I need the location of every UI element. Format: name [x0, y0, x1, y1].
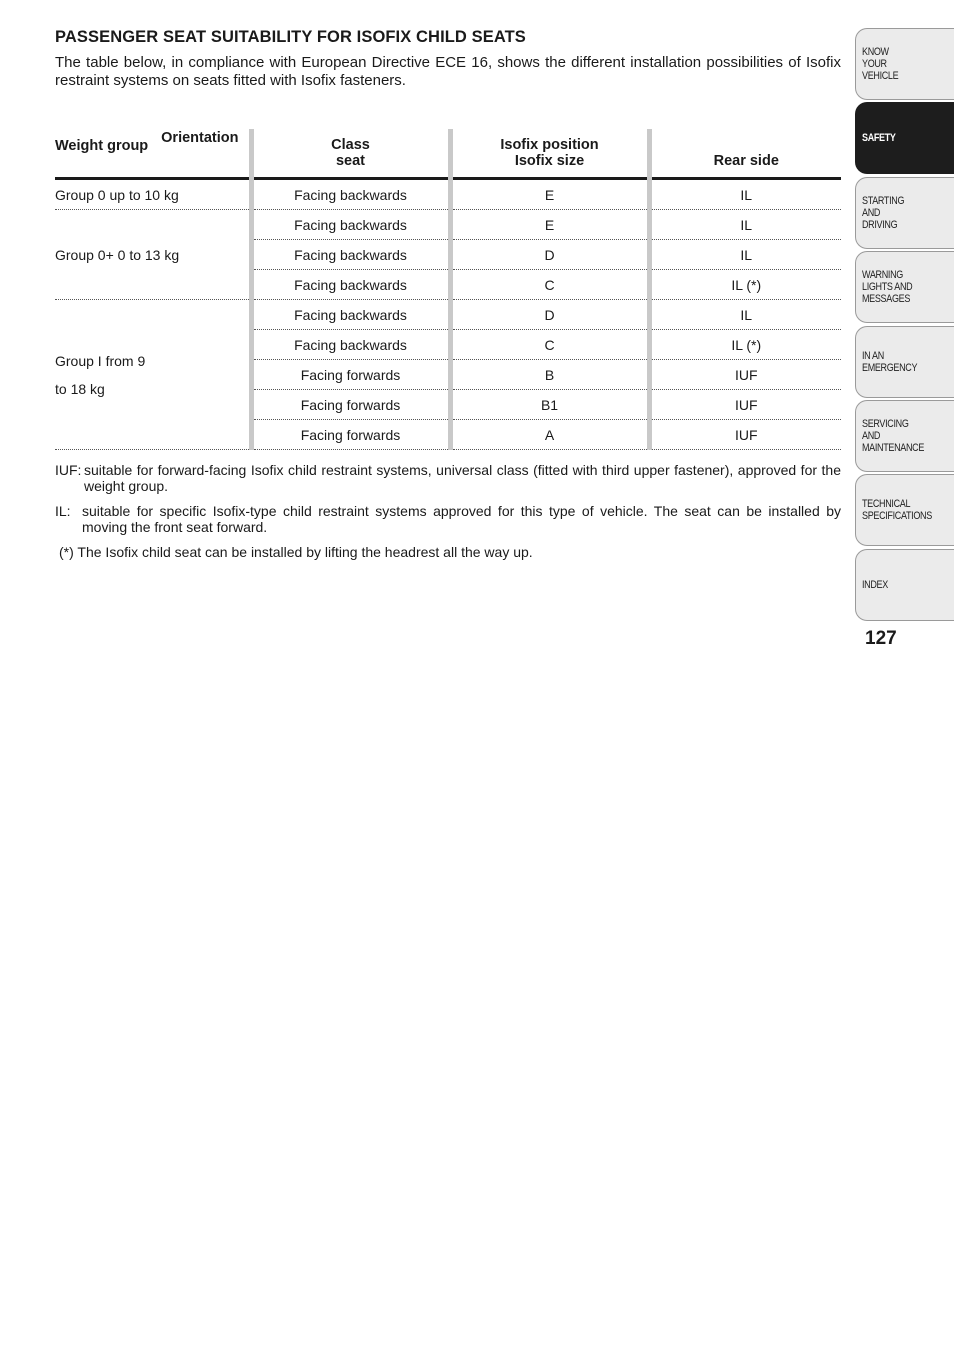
weight-group-cell: [55, 179, 251, 210]
rear-side-cell: IUF: [649, 390, 841, 420]
isofix-size-cell: C: [450, 270, 649, 300]
rear-side-cell: IL: [649, 300, 841, 330]
header-rear-side: Rear side: [649, 129, 841, 179]
rear-side-cell: IL (*): [649, 270, 841, 300]
chapter-tab-1[interactable]: [855, 102, 954, 174]
header-orientation: Orientation: [161, 130, 239, 146]
note-il-text: suitable for specific Isofix-type child restraint systems approved for this type of vehicle. The seat can be installed by moving the front seat forward.: [82, 503, 841, 535]
orientation-cell: Facing forwards: [251, 390, 450, 420]
chapter-tab-6[interactable]: [855, 474, 954, 546]
rear-side-cell: IL (*): [649, 330, 841, 360]
chapter-tab-7[interactable]: [855, 549, 954, 621]
isofix-size-cell: B1: [450, 390, 649, 420]
header-isofix-line2: Isofix size: [514, 153, 585, 169]
note-il-label: IL:: [55, 503, 71, 519]
chapter-tab-label: INDEX: [862, 579, 888, 591]
orientation-cell: Facing forwards: [251, 420, 450, 450]
note-headrest: (*) The Isofix child seat can be installed by lifting the headrest all the way up.: [59, 544, 533, 560]
rear-side-cell: IL: [649, 240, 841, 270]
isofix-size-cell: E: [450, 210, 649, 240]
intro-paragraph: The table below, in compliance with European Directive ECE 16, shows the different installation possibilities of Isofix restraint systems on seats fitted with Isofix fasteners.: [55, 54, 841, 89]
orientation-cell: Facing backwards: [251, 240, 450, 270]
orientation-cell: Facing backwards: [251, 270, 450, 300]
header-isofix: [450, 129, 649, 179]
chapter-tab-label: SERVICING AND MAINTENANCE: [862, 418, 925, 454]
note-iuf-text: suitable for forward-facing Isofix child restraint systems, universal class (fitted with third upper fastener), approved for the weight group.: [84, 462, 841, 494]
table-body: [55, 179, 841, 450]
orientation-cell: Facing backwards: [251, 179, 450, 210]
table-row: [55, 300, 841, 330]
header-class-line2: seat: [335, 153, 366, 169]
chapter-tab-label: STARTING AND DRIVING: [862, 195, 905, 231]
orientation-cell: Facing backwards: [251, 300, 450, 330]
isofix-suitability-table: [55, 129, 841, 450]
chapter-tab-label: SAFETY: [862, 132, 896, 144]
weight-group-label: Group I from 9: [55, 352, 146, 369]
header-class-seat: [251, 129, 450, 179]
page-number: 127: [865, 628, 897, 649]
rear-side-cell: IL: [649, 179, 841, 210]
notes: [55, 462, 841, 569]
chapter-tab-label: WARNING LIGHTS AND MESSAGES: [862, 269, 913, 305]
chapter-tab-3[interactable]: [855, 251, 954, 323]
chapter-tab-0[interactable]: [855, 28, 954, 100]
isofix-size-cell: A: [450, 420, 649, 450]
weight-group-cell: [55, 300, 251, 450]
header-weight-orientation: [55, 129, 251, 179]
isofix-size-cell: C: [450, 330, 649, 360]
header-weight-group: Weight group: [55, 138, 149, 154]
orientation-cell: Facing backwards: [251, 210, 450, 240]
weight-group-label: to 18 kg: [55, 380, 105, 397]
weight-group-cell: [55, 210, 251, 300]
section-heading: PASSENGER SEAT SUITABILITY FOR ISOFIX CHILD SEATS: [55, 28, 526, 46]
weight-group-label: Group 0+ 0 to 13 kg: [55, 246, 180, 263]
orientation-cell: Facing forwards: [251, 360, 450, 390]
note-iuf: [55, 462, 841, 494]
table-header-row: [55, 129, 841, 179]
note-il: [55, 503, 841, 535]
rear-side-cell: IUF: [649, 360, 841, 390]
weight-group-label: Group 0 up to 10 kg: [55, 186, 179, 203]
isofix-size-cell: D: [450, 300, 649, 330]
table-row: [55, 179, 841, 210]
rear-side-cell: IUF: [649, 420, 841, 450]
chapter-tab-label: KNOW YOUR VEHICLE: [862, 46, 899, 82]
header-class-line1: Class: [331, 137, 370, 153]
chapter-tab-label: TECHNICAL SPECIFICATIONS: [862, 498, 932, 522]
chapter-tab-2[interactable]: [855, 177, 954, 249]
chapter-tab-5[interactable]: [855, 400, 954, 472]
table-row: [55, 210, 841, 240]
orientation-cell: Facing backwards: [251, 330, 450, 360]
chapter-tab-label: IN AN EMERGENCY: [862, 350, 918, 374]
header-isofix-line1: Isofix position: [500, 137, 599, 153]
isofix-size-cell: E: [450, 179, 649, 210]
rear-side-cell: IL: [649, 210, 841, 240]
isofix-size-cell: B: [450, 360, 649, 390]
page-content: [55, 26, 841, 90]
note-iuf-label: IUF:: [55, 462, 82, 478]
isofix-size-cell: D: [450, 240, 649, 270]
chapter-tab-4[interactable]: [855, 326, 954, 398]
